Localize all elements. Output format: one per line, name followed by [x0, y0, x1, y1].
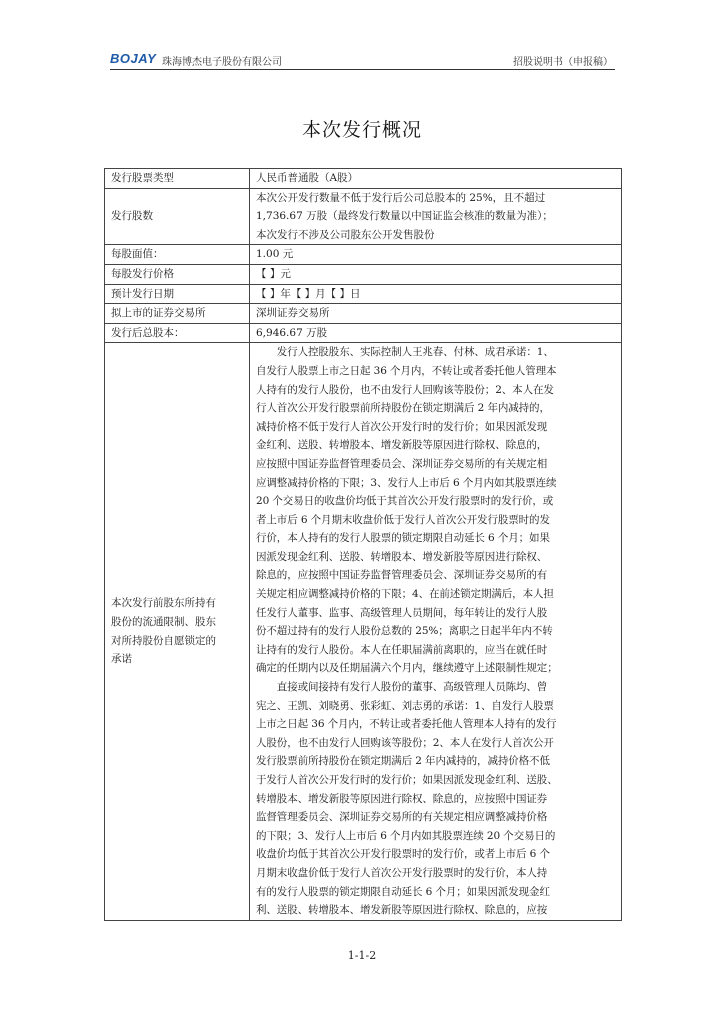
table-row: [105, 264, 622, 284]
document-title: 招股说明书（申报稿）: [513, 57, 613, 68]
row-label: 发行股票类型: [105, 169, 250, 189]
table-row: [105, 245, 622, 265]
table-row: [105, 284, 622, 304]
table-row: [105, 169, 622, 189]
table-row: [105, 323, 622, 343]
row-label: 发行股数: [105, 188, 250, 245]
row-value: 6,946.67 万股: [250, 323, 622, 343]
page-header: [110, 50, 615, 70]
company-logo: BOJAY: [110, 51, 157, 66]
row-label: 每股面值：: [105, 245, 250, 265]
row-value: 【 】年【 】月【 】日: [250, 284, 622, 304]
offering-overview-table: [104, 168, 622, 921]
row-label: 预计发行日期: [105, 284, 250, 304]
page-title: 本次发行概况: [301, 119, 422, 141]
table-row: [105, 343, 622, 920]
table-row: [105, 304, 622, 324]
row-label: 发行后总股本：: [105, 323, 250, 343]
table-row: [105, 188, 622, 245]
row-label: 拟上市的证券交易所: [105, 304, 250, 324]
page-number: 1-1-2: [347, 949, 377, 962]
row-value: 1.00 元: [250, 245, 622, 265]
lockup-commitment-text: 发行人控股股东、实际控制人王兆春、付林、成君承诺：1、 自发行人股票上市之日起 36 个月内，不转让或者委托他人管理本 人持有的发行人股份，也不由发行人回购该等股份；2、本人在发 行人首次公开发行股票前所持股份在锁定期满后 2 年内减持的， 减持价格不低于发行人首次公开发行时的发行价；如果因派发现 金红利、送股、转增股本、增发新股等原因进行除权、除息的， 应按照中国证券监督管理委员会、深圳证券交易所的有关规定相 应调整减持价格的下限；3、发行人上市后 6 个月内如其股票连续 20 个交易日的收盘价均低于其首次公开发行股票时的发行价，或 者上市后 6 个月期末收盘价低于发行人首次公开发行股票时的发 行价，本人持有的发行人股票的锁定期限自动延长 6 个月；如果 因派发现金红利、送股、转增股本、增发新股等原因进行除权、 除息的，应按照中国证券监督管理委员会、深圳证券交易所的有 关规定相应调整减持价格的下限；4、在前述锁定期满后，本人担 任发行人董事、监事、高级管理人员期间，每年转让的发行人股 份不超过持有的发行人股份总数的 25%；离职之日起半年内不转 让持有的发行人股份。本人在任职届满前离职的，应当在就任时 确定的任期内以及任期届满六个月内，继续遵守上述限制性规定； 直接或间接持有发行人股份的董事、高级管理人员陈均、曾 宪之、王凯、刘晓勇、张彩虹、刘志勇的承诺：1、自发行人股票 上市之日起 36 个月内，不转让或者委托他人管理本人持有的发行 人股份，也不由发行人回购该等股份；2、本人在发行人首次公开 发行股票前所持股份在锁定期满后 2 年内减持的，减持价格不低 于发行人首次公开发行时的发行价；如果因派发现金红利、送股、 转增股本、增发新股等原因进行除权、除息的，应按照中国证券 监督管理委员会、深圳证券交易所的有关规定相应调整减持价格 的下限；3、发行人上市后 6 个月内如其股票连续 20 个交易日的 收盘价均低于其首次公开发行股票时的发行价，或者上市后 6 个 月期末收盘价低于发行人首次公开发行股票时的发行价，本人持 有的发行人股票的锁定期限自动延长 6 个月；如果因派发现金红 利、送股、转增股本、增发新股等原因进行除权、除息的，应按: [250, 343, 622, 920]
row-value: 人民币普通股（A股）: [250, 169, 622, 189]
lockup-label: 本次发行前股东所持有 股份的流通限制、股东 对所持股份自愿锁定的 承诺: [105, 343, 250, 920]
row-value: 深圳证券交易所: [250, 304, 622, 324]
row-label: 每股发行价格: [105, 264, 250, 284]
company-name: 珠海博杰电子股份有限公司: [162, 57, 282, 68]
row-value: 【 】元: [250, 264, 622, 284]
row-value: 本次公开发行数量不低于发行后公司总股本的 25%，且不超过 1,736.67 万股（最终发行数量以中国证监会核准的数量为准）； 本次发行不涉及公司股东公开发售股份: [250, 188, 622, 245]
